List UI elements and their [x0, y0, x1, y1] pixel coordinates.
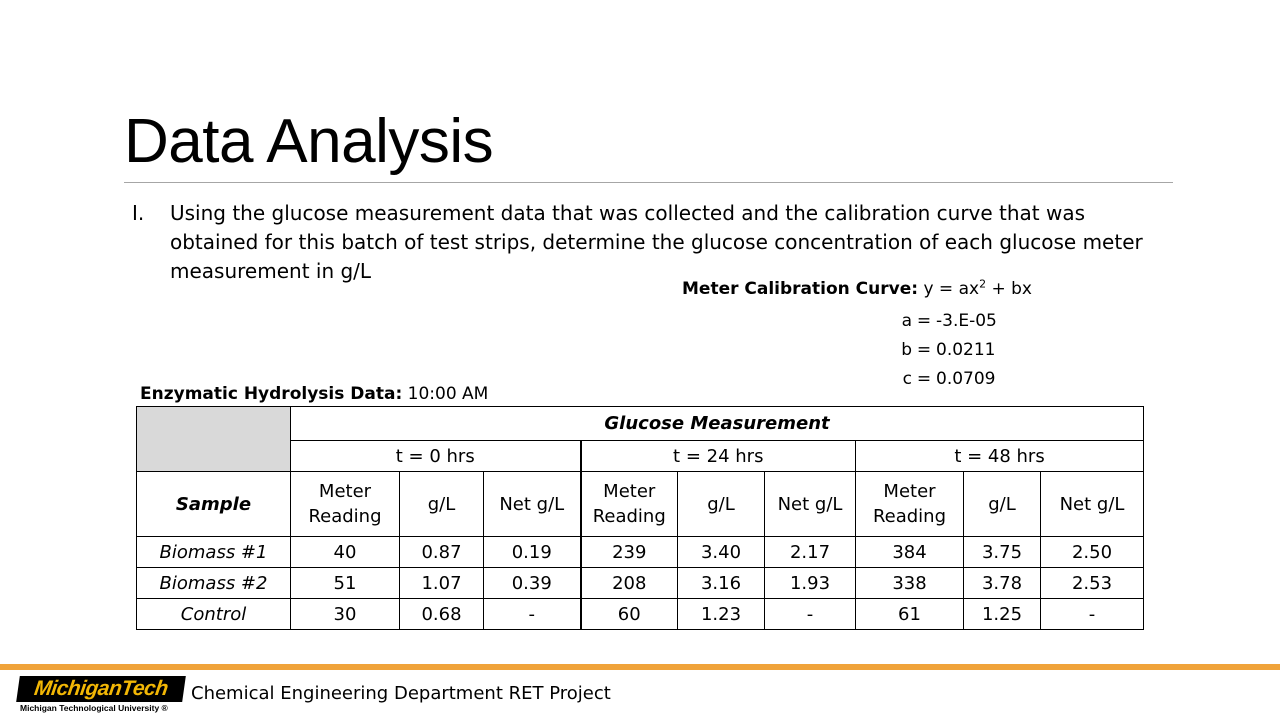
value-cell: 2.17 [765, 537, 856, 568]
value-cell: 51 [291, 568, 400, 599]
table-row [137, 599, 1144, 630]
michigan-tech-logo [18, 676, 188, 716]
gl-header: g/L [678, 472, 765, 537]
coef-c-equals: = [916, 369, 932, 389]
coef-b-equals: = [916, 340, 932, 360]
value-cell: 0.87 [400, 537, 484, 568]
table-title-time: 10:00 AM [407, 384, 489, 404]
calibration-equation-pre: y = ax [923, 279, 980, 299]
intro-list-item [132, 199, 1172, 286]
coef-a-row [872, 310, 997, 332]
coef-c-row [872, 368, 995, 390]
sample-header: Sample [137, 472, 291, 537]
sample-cell: Biomass #2 [137, 568, 291, 599]
value-cell: 61 [856, 599, 964, 630]
value-cell: 3.16 [678, 568, 765, 599]
value-cell: 60 [581, 599, 678, 630]
value-cell: 3.75 [964, 537, 1041, 568]
value-cell: 1.23 [678, 599, 765, 630]
gl-header: g/L [400, 472, 484, 537]
value-cell: 208 [581, 568, 678, 599]
intro-text: Using the glucose measurement data that was collected and the calibration curve that was obtained for this batch of test strips, determine the glucose concentration of each glucose meter measurement in g/L [170, 201, 1143, 283]
value-cell: 338 [856, 568, 964, 599]
time-header-24: t = 24 hrs [581, 441, 856, 472]
table-row [137, 568, 1144, 599]
value-cell: 384 [856, 537, 964, 568]
logo-wordmark: MichiganTech [16, 676, 186, 702]
calibration-equation-post: + bx [986, 279, 1032, 299]
meter-reading-header [581, 472, 678, 537]
value-cell: 2.53 [1041, 568, 1144, 599]
calibration-curve [682, 278, 1032, 300]
title-divider [124, 182, 1173, 183]
footer-text: Chemical Engineering Department RET Project [191, 683, 611, 704]
logo-subtitle: Michigan Technological University ® [20, 703, 168, 713]
time-header-48: t = 48 hrs [856, 441, 1144, 472]
coef-b-value: 0.0211 [936, 340, 996, 360]
value-cell: 1.07 [400, 568, 484, 599]
slide-title: Data Analysis [124, 107, 494, 176]
value-cell: 1.93 [765, 568, 856, 599]
value-cell: 0.39 [484, 568, 581, 599]
meter-line1: Meter [318, 481, 372, 502]
meter-line1: Meter [603, 481, 656, 502]
value-cell: - [765, 599, 856, 630]
value-cell: 239 [581, 537, 678, 568]
coef-b-key: b [901, 340, 912, 360]
net-gl-header: Net g/L [1041, 472, 1144, 537]
intro-number: I. [132, 201, 145, 225]
table-title [140, 383, 488, 405]
meter-reading-header [856, 472, 964, 537]
coef-a-key: a [901, 311, 912, 331]
meter-line2: Reading [872, 506, 947, 527]
table-title-label: Enzymatic Hydrolysis Data: [140, 384, 403, 404]
table-corner-cell [137, 407, 291, 472]
table-row [137, 537, 1144, 568]
meter-line1: Meter [883, 481, 936, 502]
value-cell: - [484, 599, 581, 630]
group-header: Glucose Measurement [291, 407, 1144, 441]
time-header-0: t = 0 hrs [291, 441, 581, 472]
value-cell: 1.25 [964, 599, 1041, 630]
meter-line2: Reading [592, 506, 666, 527]
coef-b-row [872, 339, 995, 361]
calibration-equation-exponent: 2 [979, 277, 987, 291]
meter-line2: Reading [308, 506, 382, 527]
value-cell: 0.68 [400, 599, 484, 630]
coef-a-equals: = [916, 311, 932, 331]
net-gl-header: Net g/L [484, 472, 581, 537]
value-cell: 30 [291, 599, 400, 630]
footer-accent-bar [0, 664, 1280, 670]
meter-reading-header [291, 472, 400, 537]
sample-cell: Biomass #1 [137, 537, 291, 568]
coef-c-key: c [902, 369, 912, 389]
value-cell: 2.50 [1041, 537, 1144, 568]
value-cell: 3.40 [678, 537, 765, 568]
glucose-data-table [136, 406, 1144, 630]
value-cell: 3.78 [964, 568, 1041, 599]
value-cell: - [1041, 599, 1144, 630]
value-cell: 40 [291, 537, 400, 568]
coef-c-value: 0.0709 [936, 369, 996, 389]
sample-cell: Control [137, 599, 291, 630]
calibration-label: Meter Calibration Curve: [682, 279, 919, 299]
value-cell: 0.19 [484, 537, 581, 568]
coef-a-value: -3.E-05 [936, 311, 997, 331]
net-gl-header: Net g/L [765, 472, 856, 537]
gl-header: g/L [964, 472, 1041, 537]
